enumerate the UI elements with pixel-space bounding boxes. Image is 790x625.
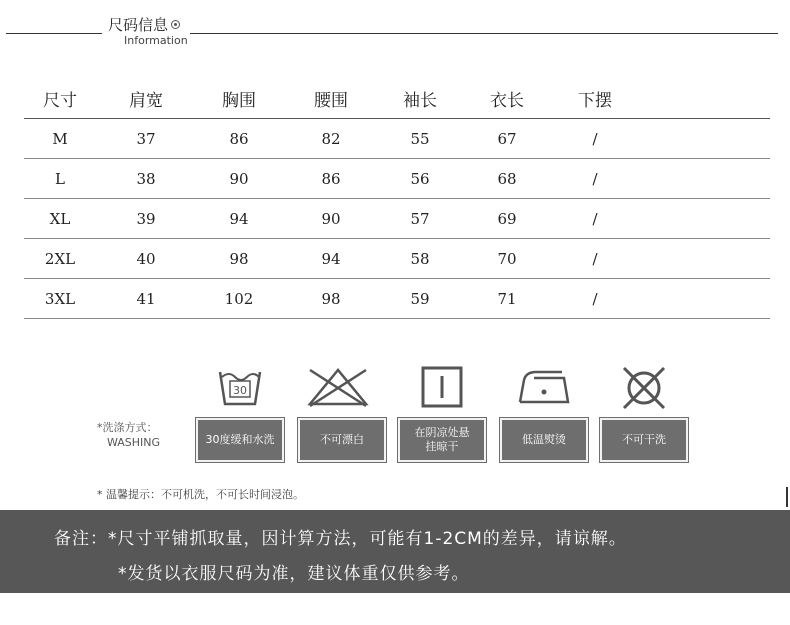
table-row [24, 279, 770, 319]
care-tip: * 温馨提示：不可机洗，不可长时间浸泡。 [97, 488, 304, 501]
table-row [24, 239, 770, 279]
table-cell: 39 [136, 209, 156, 228]
table-row [24, 119, 770, 159]
table-cell: XL [49, 209, 71, 228]
washing-label-en: WASHING [107, 436, 161, 449]
table-cell: 3XL [44, 289, 76, 308]
edge-mark [786, 487, 788, 507]
no-bleach-icon [304, 364, 372, 410]
table-cell: 69 [497, 209, 517, 228]
table-cell: 38 [136, 169, 156, 188]
notes-banner [0, 510, 790, 593]
instruction-wash: 30度缓和水洗 [196, 418, 284, 462]
table-cell: / [592, 249, 598, 268]
table-cell: 94 [321, 249, 341, 268]
table-cell: 86 [229, 129, 249, 148]
table-cell: 68 [497, 169, 517, 188]
table-cell: L [55, 169, 65, 188]
dry-vertical-icon [420, 364, 466, 410]
table-row [24, 199, 770, 239]
table-cell: 58 [410, 249, 430, 268]
table-cell: 82 [321, 129, 341, 148]
section-subtitle: Information [124, 34, 188, 47]
table-cell: 94 [229, 209, 249, 228]
header-cell-hem: 下摆 [578, 90, 612, 111]
table-cell: 70 [497, 249, 517, 268]
header-cell-shoulder: 肩宽 [129, 90, 163, 111]
table-cell: 55 [410, 129, 430, 148]
table-cell: 90 [229, 169, 249, 188]
header-cell-sleeve: 袖长 [403, 90, 437, 111]
note-line-2: *发货以衣服尺码为准，建议体重仅供参考。 [118, 564, 470, 584]
table-cell: / [592, 289, 598, 308]
table-cell: 40 [136, 249, 156, 268]
table-cell: 57 [410, 209, 430, 228]
table-cell: 37 [136, 129, 156, 148]
header-rule-right [190, 33, 778, 34]
table-cell: 71 [497, 289, 517, 308]
table-cell: 67 [497, 129, 517, 148]
size-table [24, 78, 770, 319]
table-cell: 41 [136, 289, 156, 308]
table-cell: 90 [321, 209, 341, 228]
instruction-no-dry-clean: 不可干洗 [600, 418, 688, 462]
wash-tub-icon [217, 364, 263, 410]
header-cell-length: 衣长 [490, 90, 524, 111]
table-cell: 59 [410, 289, 430, 308]
header-cell-size: 尺寸 [43, 90, 77, 111]
note-line-1: 备注：*尺寸平铺抓取量，因计算方法，可能有1-2CM的差异，请谅解。 [54, 529, 627, 549]
table-cell: 98 [229, 249, 249, 268]
table-header-row [24, 78, 770, 119]
table-cell: / [592, 169, 598, 188]
table-cell: / [592, 129, 598, 148]
instruction-no-bleach: 不可漂白 [298, 418, 386, 462]
table-cell: 56 [410, 169, 430, 188]
circle-dot-icon [171, 20, 180, 29]
table-cell: 98 [321, 289, 341, 308]
washing-label [97, 420, 160, 450]
instruction-dry: 在阴凉处悬挂晾干 [398, 418, 486, 462]
table-row [24, 159, 770, 199]
washing-label-cn: *洗涤方式： [97, 421, 158, 434]
table-cell: 2XL [44, 249, 76, 268]
wash-temperature-label: 30 [233, 384, 247, 397]
table-cell: 102 [224, 289, 254, 308]
header-cell-chest: 胸围 [222, 90, 256, 111]
table-cell: 86 [321, 169, 341, 188]
table-cell: M [52, 129, 68, 148]
instruction-iron: 低温熨烫 [500, 418, 588, 462]
iron-low-icon [514, 364, 572, 410]
no-dry-clean-icon [618, 364, 670, 410]
table-cell: / [592, 209, 598, 228]
section-title: 尺码信息 [108, 14, 180, 35]
header-cell-waist: 腰围 [314, 90, 348, 111]
header-rule-left [6, 33, 102, 34]
